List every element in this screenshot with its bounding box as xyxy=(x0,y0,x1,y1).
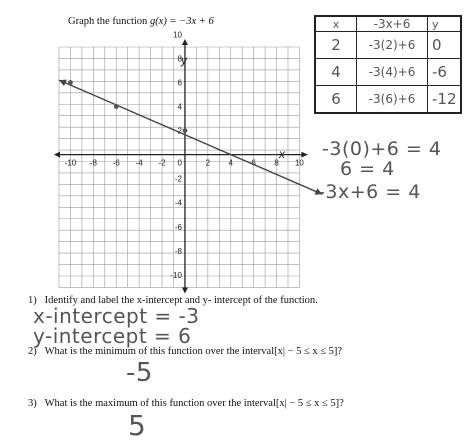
y-tick-label: -8 xyxy=(174,246,182,256)
side-work-line: -3x+6 = 4 xyxy=(318,181,421,203)
origin-label: 0 xyxy=(177,158,182,168)
minimum-answer: -5 xyxy=(126,358,153,388)
table-cell: 0 xyxy=(428,32,462,59)
x-axis-label: x xyxy=(279,147,285,161)
plotted-line xyxy=(59,80,322,195)
plotted-point xyxy=(114,104,119,109)
question-text: Identify and label the x-intercept and y- intercept of the function. xyxy=(44,295,318,306)
x-tick-label: -2 xyxy=(158,158,166,168)
question-3 xyxy=(28,398,344,409)
x-tick-label: -10 xyxy=(64,158,77,168)
question-text: What is the maximum of this function over the interval[x| − 5 ≤ x ≤ 5]? xyxy=(44,398,344,409)
question-number: 2) xyxy=(28,346,37,357)
x-tick-label: 4 xyxy=(228,158,233,168)
y-tick-label: 6 xyxy=(177,78,182,88)
table-cell: -3(4)+6 xyxy=(357,59,428,86)
question-text: What is the minimum of this function over the interval[x| − 5 ≤ x ≤ 5]? xyxy=(44,346,343,357)
y-tick-label: 4 xyxy=(177,102,182,112)
table-cell: -3(6)+6 xyxy=(357,86,428,114)
y-tick-label: -10 xyxy=(170,270,182,280)
table-header-row xyxy=(315,16,461,32)
x-tick-label: 2 xyxy=(205,158,211,168)
y-tick-label: -2 xyxy=(174,174,182,184)
table-cell: -3(2)+6 xyxy=(357,32,428,59)
table-row xyxy=(315,59,461,86)
table-row xyxy=(315,32,461,59)
table-header-x: x xyxy=(315,16,357,32)
table-cell: 6 xyxy=(315,86,357,114)
x-intercept-answer: x-intercept = -3 xyxy=(33,304,200,328)
x-axis-arrow-left xyxy=(54,152,60,158)
question-2 xyxy=(28,346,342,357)
maximum-answer: 5 xyxy=(128,409,147,442)
y-tick-label: 2 xyxy=(177,126,182,136)
x-tick-label: -6 xyxy=(112,158,120,168)
y-tick-label: -6 xyxy=(174,222,182,232)
x-tick-label: 6 xyxy=(251,158,256,168)
question-number: 3) xyxy=(28,398,37,409)
x-tick-label: 8 xyxy=(274,158,279,168)
prompt-function: g(x) = −3x + 6 xyxy=(149,16,214,27)
y-tick-label: 10 xyxy=(173,30,182,40)
prompt-text: Graph the function xyxy=(68,16,150,27)
y-axis-arrow-up xyxy=(182,39,188,45)
table-row xyxy=(315,86,461,114)
x-tick-label: -8 xyxy=(89,158,97,168)
y-intercept-answer: y-intercept = 6 xyxy=(33,324,192,348)
x-tick-label: -4 xyxy=(135,158,143,168)
plotted-point xyxy=(68,80,73,85)
graph-line xyxy=(59,80,322,194)
table-header-y: y xyxy=(428,16,462,32)
table-cell: 2 xyxy=(315,32,357,59)
table-header-expr: -3x+6 xyxy=(357,16,428,32)
question-number: 1) xyxy=(28,295,37,306)
x-tick-label: 10 xyxy=(294,158,304,168)
y-tick-label: 8 xyxy=(177,54,182,64)
y-axis-arrow-down xyxy=(182,287,188,293)
y-axis-label: y xyxy=(181,53,187,67)
table-cell: -12 xyxy=(428,86,462,114)
plotted-point xyxy=(183,128,188,133)
x-axis-arrow-right xyxy=(301,152,307,158)
table-cell: -6 xyxy=(428,59,462,86)
value-table xyxy=(314,15,462,114)
y-tick-label: -4 xyxy=(174,198,182,208)
table-cell: 4 xyxy=(315,59,357,86)
side-work-line: 6 = 4 xyxy=(340,158,395,180)
side-work-line: -3(0)+6 = 4 xyxy=(322,138,442,160)
